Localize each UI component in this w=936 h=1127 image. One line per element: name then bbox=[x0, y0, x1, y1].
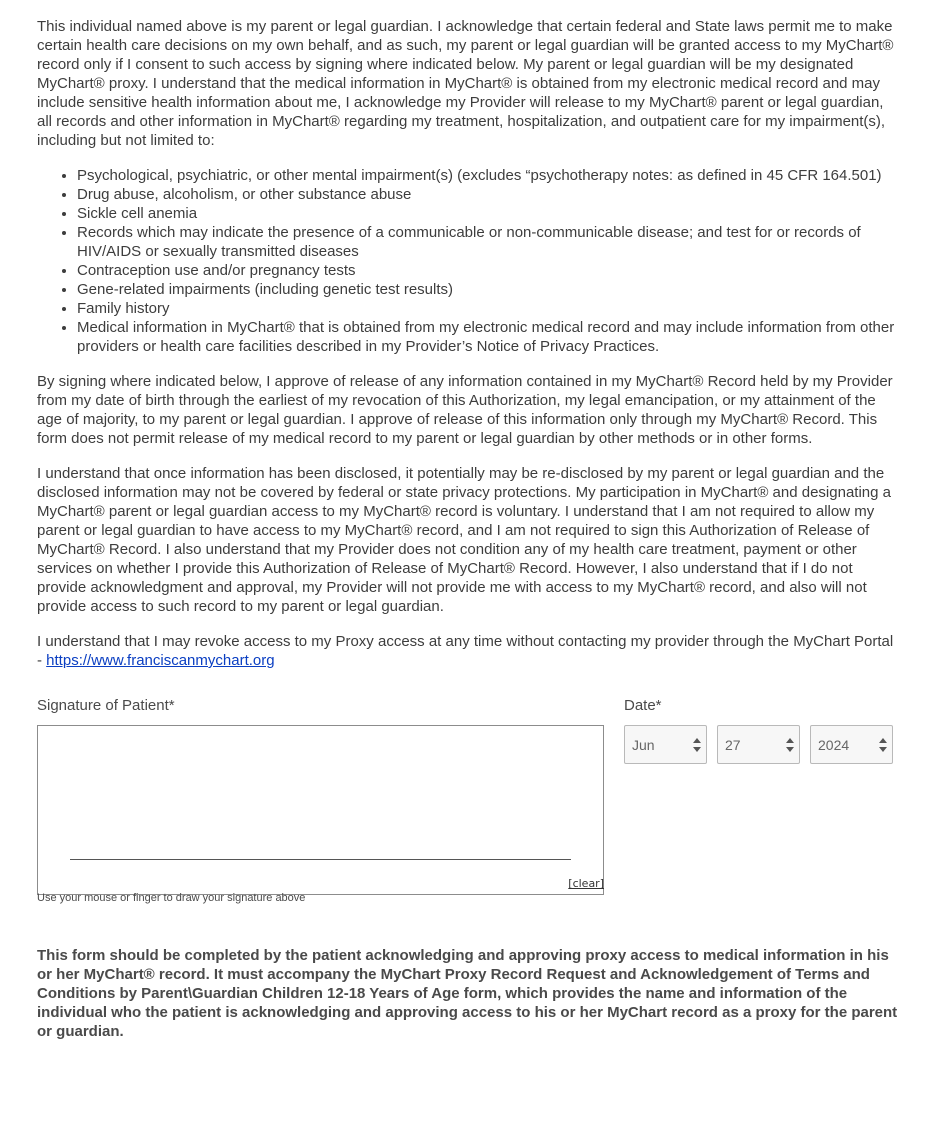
list-item: • Gene-related impairments (including genetic test results) bbox=[77, 280, 899, 299]
year-value: 2024 bbox=[818, 737, 850, 753]
signature-pad[interactable] bbox=[37, 725, 604, 895]
revoke-text: I understand that I may revoke access to my Proxy access at any time without contacting my provider through the MyChart Portal - bbox=[37, 633, 894, 669]
date-label: Date* bbox=[624, 697, 662, 714]
list-item: • Psychological, psychiatric, or other mental impairment(s) (excludes “psychotherapy notes: as defined in 45 CFR 164.501) bbox=[77, 166, 899, 185]
list-item: • Family history bbox=[77, 299, 899, 318]
signature-label: Signature of Patient* bbox=[37, 697, 175, 714]
list-item: • Records which may indicate the presence of a communicable or non-communicable disease; and test for or records of HIV/AIDS or sexually transmitted diseases bbox=[77, 223, 899, 261]
signing-paragraph: By signing where indicated below, I approve of release of any information contained in my MyChart® Record held by my Provider from my date of birth through the earliest of my revocation of this Authorization, my legal emancipation, or my attainment of the age of majority, to my parent or legal guardian. I approve of release of this information only through my MyChart® Record. This form does not permit release of my medical record to my parent or legal guardian by other methods or in other forms. bbox=[37, 373, 893, 447]
list-item: • Drug abuse, alcoholism, or other substance abuse bbox=[77, 185, 899, 204]
list-item: • Contraception use and/or pregnancy tests bbox=[77, 261, 899, 280]
footer-note: This form should be completed by the patient acknowledging and approving proxy access to medical information in his or her MyChart® record. It must accompany the MyChart Proxy Record Request and Acknowledgement of Terms and Conditions by Parent\Guardian Children 12-18 Years of Age form, which provides the name and information of the individual who the patient is acknowledging and approving access to his or her MyChart record as a proxy for the parent or guardian. bbox=[37, 947, 898, 1040]
signature-section bbox=[37, 696, 604, 904]
list-item: • Sickle cell anemia bbox=[77, 204, 899, 223]
month-value: Jun bbox=[632, 737, 655, 753]
mychart-portal-link[interactable]: https://www.franciscanmychart.org bbox=[46, 652, 275, 669]
year-select[interactable] bbox=[810, 725, 893, 764]
signature-baseline bbox=[70, 859, 571, 860]
month-select[interactable] bbox=[624, 725, 707, 764]
date-section bbox=[624, 696, 899, 764]
signature-date-row bbox=[37, 696, 899, 946]
intro-paragraph: This individual named above is my parent or legal guardian. I acknowledge that certain federal and State laws permit me to make certain health care decisions on my own behalf, and as such, my parent or legal guardian will be granted access to my MyChart® record only if I consent to such access by signing where indicated below. My parent or legal guardian will be my designated MyChart® proxy. I understand that the medical information in MyChart® is obtained from my electronic medical record and may include sensitive health information about me, I acknowledge my Provider will release to my MyChart® parent or legal guardian, all records and other information in MyChart® regarding my treatment, hospitalization, and outpatient care for my impairment(s), including but not limited to: bbox=[37, 18, 894, 149]
included-records-list bbox=[37, 166, 899, 356]
date-selects bbox=[624, 725, 899, 764]
signature-hint: Use your mouse or finger to draw your signature above bbox=[37, 892, 306, 904]
clear-signature-button[interactable]: [clear] bbox=[568, 877, 604, 890]
day-value: 27 bbox=[725, 737, 741, 753]
list-item: • Medical information in MyChart® that is obtained from my electronic medical record and may include information from other providers or health care facilities described in my Provider’s Notice of Privacy Practices. bbox=[77, 318, 899, 356]
day-select[interactable] bbox=[717, 725, 800, 764]
disclosure-paragraph: I understand that once information has been disclosed, it potentially may be re-disclosed by my parent or legal guardian and the disclosed information may not be covered by federal or state privacy protections. My participation in MyChart® and designating a MyChart® parent or legal guardian access to my MyChart® record is voluntary. I understand that I am not required to allow my parent or legal guardian to have access to my MyChart® record, and I am not required to sign this Authorization of Release of MyChart® Record. I also understand that my Provider does not condition any of my health care treatment, payment or other services on whether I provide this Authorization of Release of MyChart® Record. However, I also understand that if I do not provide acknowledgment and approval, my Provider will not provide me with access to my MyChart® record, and also will not provide access to such record to my parent or legal guardian. bbox=[37, 465, 891, 615]
revoke-paragraph bbox=[37, 632, 899, 670]
